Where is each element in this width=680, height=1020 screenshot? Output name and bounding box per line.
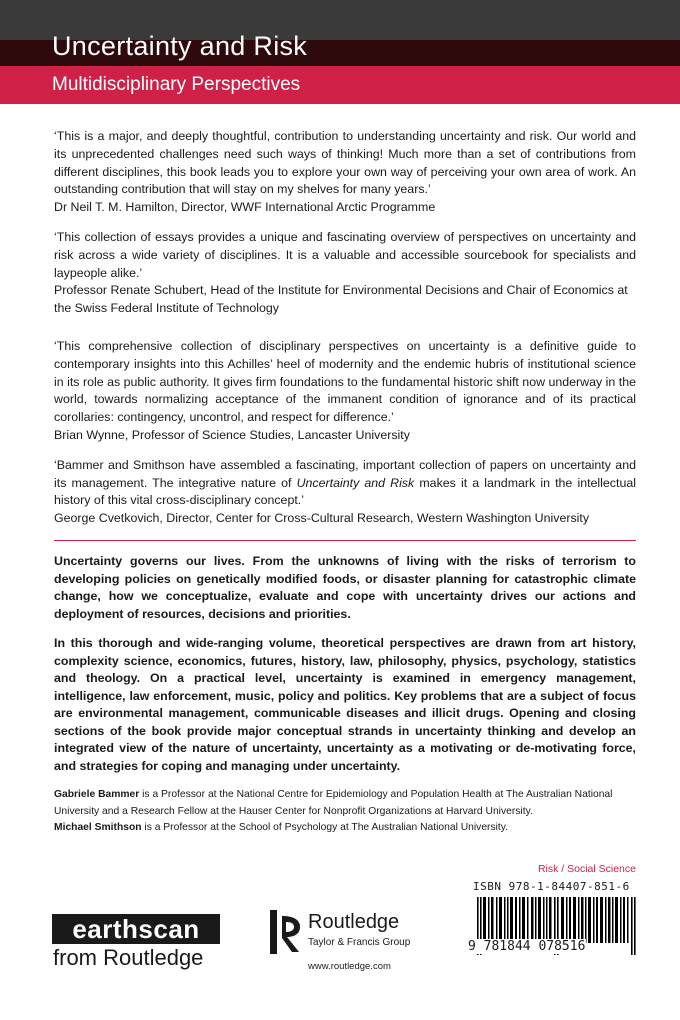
back-cover-content <box>54 128 636 836</box>
publisher-url: www.routledge.com <box>308 961 391 972</box>
endorsement-quote <box>54 128 636 217</box>
isbn: ISBN 978-1-84407-851-6 <box>473 880 630 893</box>
earthscan-logo: earthscan <box>52 914 220 944</box>
routledge-name: Routledge <box>308 911 400 933</box>
quote-text <box>54 457 636 510</box>
author-name: Gabriele Bammer <box>54 789 140 801</box>
section-divider <box>54 540 636 542</box>
author-bios <box>54 787 636 836</box>
blurb-paragraph: Uncertainty governs our lives. From the unknowns of living with the risks of terrorism to developing policies on genetically modified foods, or disaster planning for catastrophic climate change, how we conceptualize, evaluate and cope with uncertainty drives our actions and deployment of resources, decisions and priorities. <box>54 554 636 621</box>
endorsement-quote <box>54 457 636 528</box>
quote-text-part: ‘Bammer and Smithson have assembled a fascinating, important collection of papers on uncertainty and its management. The integrative nature of <box>54 457 636 490</box>
blurb-paragraph: In this thorough and wide-ranging volume, theoretical perspectives are drawn from art history, complexity science, economics, futures, history, law, philosophy, physics, psychology, statistics and theology. On a practical level, uncertainty is examined in emergency management, intelligence, law enforcement, music, policy and politics. Key problems that are a subject of focus are environmental management, communicable diseases and illicit drugs. Opening and closing sections of the book provide major conceptual strands in uncertainty thinking and develop an integrated view of the nature of uncertainty, uncertainty as a motivating or de-motivating force, and strategies for coping and managing under uncertainty. <box>54 636 636 773</box>
quote-attribution: Dr Neil T. M. Hamilton, Director, WWF International Arctic Programme <box>54 200 436 215</box>
quote-attribution: Professor Renate Schubert, Head of the Institute for Environmental Decisions and Chair of Economics at the Swiss Federal Institute of Technology <box>54 283 628 316</box>
subject-category: Risk / Social Science <box>537 863 636 875</box>
author-name: Michael Smithson <box>54 821 142 833</box>
quote-book-title: Uncertainty and Risk <box>296 475 415 490</box>
earthscan-logo-tagline: from Routledge <box>53 945 204 970</box>
book-subtitle: Multidisciplinary Perspectives <box>52 74 301 95</box>
endorsement-quote <box>54 338 636 445</box>
quote-text: ‘This collection of essays provides a unique and fascinating overview of perspectives on uncertainty and risk across a wide variety of disciplines. It is a valuable and accessible sourcebook for specialists and laypeople alike.’ <box>54 229 636 280</box>
quote-attribution: Brian Wynne, Professor of Science Studies, Lancaster University <box>54 427 410 442</box>
barcode-digits <box>467 939 647 954</box>
quote-text: ‘This is a major, and deeply thoughtful, contribution to understanding uncertainty and risk. Our world and its unprecedented challenges need such ways of thinking! Much more than a set of contributions from different disciplines, this book leads you to explore your own way of perceiving your own area of work. An outstanding contribution that will stay on my shelves for many years.’ <box>54 129 636 197</box>
barcode-number: 9 781844 078516 <box>468 939 586 954</box>
routledge-logo-icon <box>270 910 304 954</box>
publisher-group: Taylor & Francis Group <box>308 937 411 948</box>
endorsement-quote <box>54 229 636 318</box>
author-bio: is a Professor at the National Centre for Epidemiology and Population Health at The Australian National University and a Research Fellow at the Hauser Center for Nonprofit Organizations at Harvard University. <box>54 789 613 817</box>
book-title: Uncertainty and Risk <box>52 31 308 61</box>
author-bio: is a Professor at the School of Psychology at The Australian National University. <box>141 821 509 833</box>
quote-attribution: George Cvetkovich, Director, Center for Cross-Cultural Research, Western Washington University <box>54 511 590 526</box>
quote-text: ‘This comprehensive collection of disciplinary perspectives on uncertainty is a definitive guide to contemporary insights into this Achilles’ heel of modernity and the endemic hubris of institutional science in its role as public authority. It gives firm foundations to the fundamental historic shift now underway in the world, towards normalizing acceptance of the immanent condition of ignorance and of its practical corollaries: contingency, uncontrol, and respect for difference.’ <box>54 338 636 425</box>
quote-text-part: makes it a landmark in the intellectual history of this vital cross-disciplinary concept.’ <box>54 475 636 508</box>
